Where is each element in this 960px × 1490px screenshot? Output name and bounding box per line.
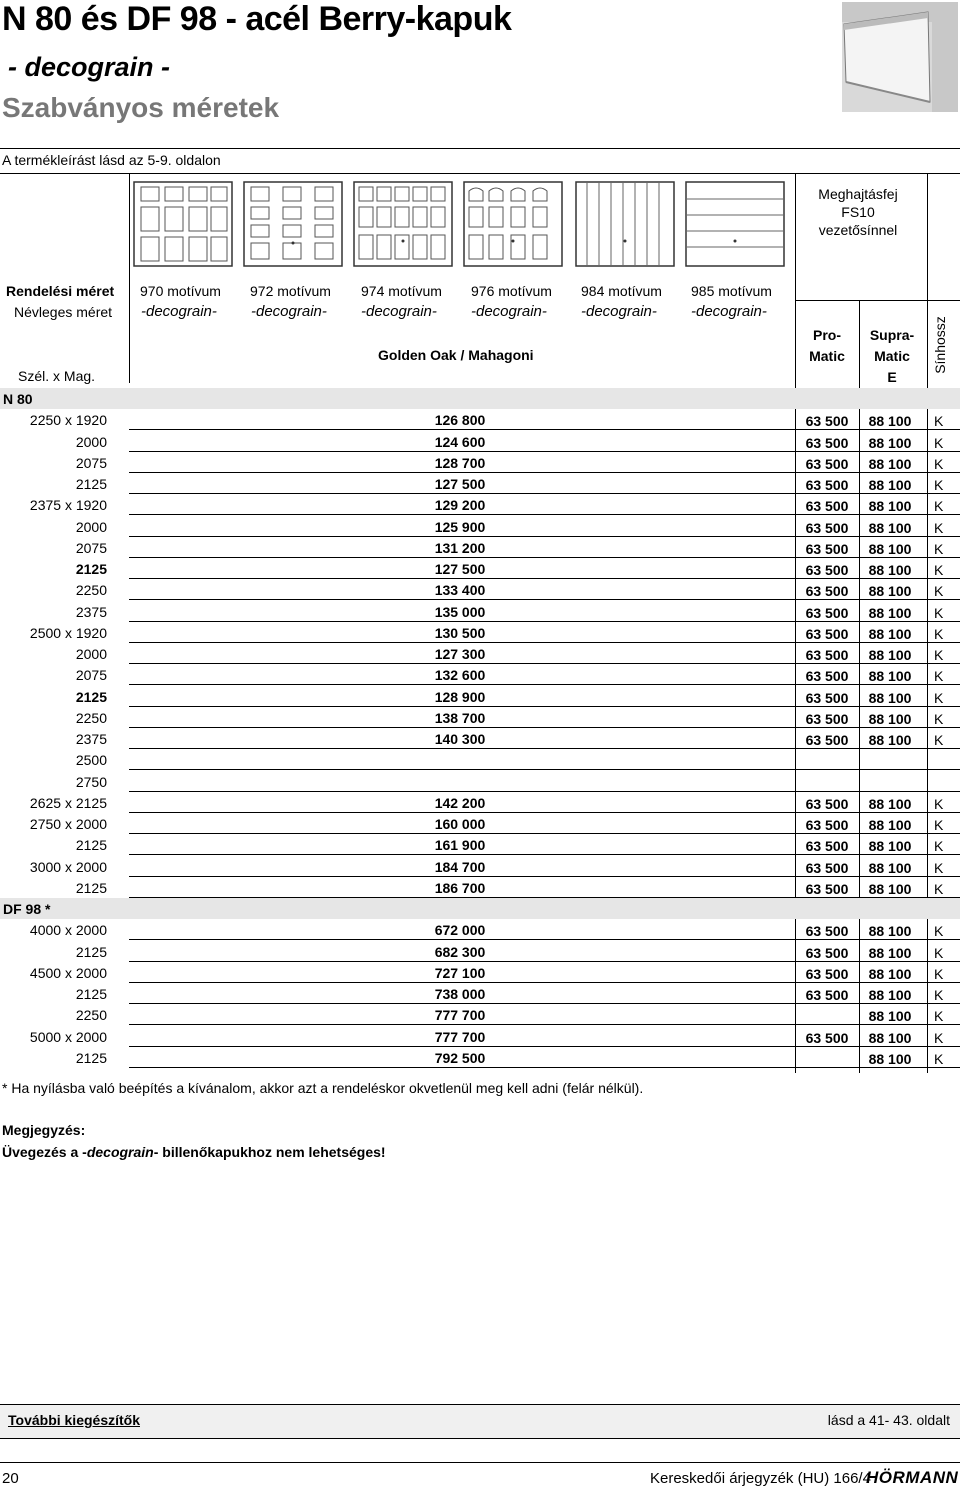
- size-cell: 2500 x 1920: [29, 625, 107, 641]
- motif-name: 972 motívum: [250, 283, 331, 299]
- promatic-cell: 63 500: [805, 987, 849, 1003]
- supramatic-cell: 88 100: [868, 817, 912, 833]
- section-title: Szabványos méretek: [2, 92, 280, 123]
- promatic-cell: 63 500: [805, 477, 849, 493]
- promatic-cell: 63 500: [805, 923, 849, 939]
- supramatic-cell: 88 100: [868, 626, 912, 642]
- table-top-rule: [0, 173, 960, 174]
- footer-rule: [0, 1462, 960, 1463]
- promatic-cell: 63 500: [805, 1030, 849, 1046]
- rail-cell: K: [934, 1008, 944, 1024]
- price-cell: 140 300: [434, 731, 486, 747]
- rail-cell: K: [934, 817, 944, 833]
- promatic-cell: 63 500: [805, 945, 849, 961]
- rail-cell: K: [934, 583, 944, 599]
- promatic-cell: 63 500: [805, 711, 849, 727]
- table-divider: [129, 174, 130, 383]
- color-label: Golden Oak / Mahagoni: [378, 347, 534, 363]
- supramatic-cell: 88 100: [868, 477, 912, 493]
- rail-length-header: [920, 312, 960, 378]
- supramatic-cell: 88 100: [868, 647, 912, 663]
- page-title: N 80 és DF 98 - acél Berry-kapuk: [2, 0, 512, 38]
- drive-header-line: Meghajtásfej: [818, 186, 898, 202]
- table-section-header: [0, 388, 960, 409]
- motif-finish: -decograin-: [691, 303, 767, 320]
- supramatic-cell: 88 100: [868, 413, 912, 429]
- size-cell: 2125: [75, 561, 107, 577]
- row-rule: [129, 514, 960, 515]
- table-row: [0, 409, 960, 430]
- accessories-bar: [0, 1404, 960, 1439]
- row-rule: [129, 854, 960, 855]
- table-row: [0, 643, 960, 664]
- table-row: [0, 834, 960, 855]
- size-cell: 2125: [75, 986, 107, 1002]
- promatic-cell: 63 500: [805, 647, 849, 663]
- size-cell: 5000 x 2000: [29, 1029, 107, 1045]
- row-rule: [129, 939, 960, 940]
- price-cell: 127 500: [434, 476, 486, 492]
- supramatic-header-line: Matic: [874, 348, 910, 364]
- note-body: [2, 1144, 386, 1160]
- promatic-cell: 63 500: [805, 860, 849, 876]
- table-row: [0, 728, 960, 749]
- rail-cell: K: [934, 1030, 944, 1046]
- motif-name: 984 motívum: [581, 283, 662, 299]
- size-cell: 2075: [75, 540, 107, 556]
- price-cell: 161 900: [434, 837, 486, 853]
- door-motif-976-icon: [463, 181, 563, 267]
- motif-finish: -decograin-: [141, 303, 217, 320]
- row-rule: [129, 684, 960, 685]
- footnote: * Ha nyílásba való beépítés a kívánalom, akkor azt a rendeléskor okvetlenül meg kell adni (felár nélkül).: [2, 1080, 644, 1096]
- rail-cell: K: [934, 1051, 944, 1067]
- supramatic-cell: 88 100: [868, 796, 912, 812]
- price-cell: 682 300: [434, 944, 486, 960]
- table-row: [0, 1047, 960, 1068]
- table-row: [0, 941, 960, 962]
- size-cell: 2625 x 2125: [29, 795, 107, 811]
- table-row: [0, 664, 960, 685]
- price-cell: 727 100: [434, 965, 486, 981]
- rail-cell: K: [934, 966, 944, 982]
- size-cell: 2125: [75, 944, 107, 960]
- promatic-cell: 63 500: [805, 881, 849, 897]
- table-row: [0, 622, 960, 643]
- row-rule: [129, 429, 960, 430]
- supramatic-cell: 88 100: [868, 1008, 912, 1024]
- rail-cell: K: [934, 413, 944, 429]
- supramatic-cell: 88 100: [868, 520, 912, 536]
- order-size-label: Rendelési méret: [6, 283, 115, 299]
- table-row: [0, 494, 960, 515]
- table-row: [0, 452, 960, 473]
- size-cell: 2750 x 2000: [29, 816, 107, 832]
- supramatic-cell: 88 100: [868, 1030, 912, 1046]
- size-cell: 2250: [75, 710, 107, 726]
- table-row: [0, 1004, 960, 1025]
- price-cell: 135 000: [434, 604, 486, 620]
- supramatic-cell: 88 100: [868, 435, 912, 451]
- table-row: [0, 686, 960, 707]
- motif-name: 974 motívum: [361, 283, 442, 299]
- size-cell: 4500 x 2000: [29, 965, 107, 981]
- supramatic-header-line: Supra-: [869, 327, 915, 343]
- rail-cell: K: [934, 435, 944, 451]
- motif-finish: -decograin-: [471, 303, 547, 320]
- rail-cell: K: [934, 520, 944, 536]
- supramatic-cell: 88 100: [868, 456, 912, 472]
- table-row: [0, 579, 960, 600]
- price-cell: 138 700: [434, 710, 486, 726]
- supramatic-cell: 88 100: [868, 987, 912, 1003]
- motif-finish: -decograin-: [581, 303, 657, 320]
- size-cell: 2375: [75, 731, 107, 747]
- drive-header-line: vezetősínnel: [818, 222, 898, 238]
- rail-cell: K: [934, 605, 944, 621]
- motif-finish: -decograin-: [251, 303, 327, 320]
- drive-header: [802, 185, 914, 239]
- size-cell: 2075: [75, 667, 107, 683]
- rail-cell: K: [934, 668, 944, 684]
- rail-cell: K: [934, 690, 944, 706]
- header-rule: [0, 148, 960, 149]
- promatic-cell: 63 500: [805, 966, 849, 982]
- rail-cell: K: [934, 860, 944, 876]
- size-cell: 2125: [75, 880, 107, 896]
- price-cell: 128 900: [434, 689, 486, 705]
- promatic-cell: 63 500: [805, 605, 849, 621]
- size-cell: 2250: [75, 582, 107, 598]
- promatic-cell: 63 500: [805, 435, 849, 451]
- note-heading: Megjegyzés:: [2, 1122, 86, 1138]
- rail-cell: K: [934, 477, 944, 493]
- supramatic-cell: 88 100: [868, 966, 912, 982]
- motif-name: 970 motívum: [140, 283, 221, 299]
- rail-length-label: Sínhossz: [932, 316, 948, 374]
- promatic-cell: 63 500: [805, 520, 849, 536]
- price-cell: 777 700: [434, 1007, 486, 1023]
- size-cell: 2250 x 1920: [29, 412, 107, 428]
- promatic-cell: 63 500: [805, 583, 849, 599]
- supramatic-cell: 88 100: [868, 881, 912, 897]
- table-row: [0, 1026, 960, 1047]
- size-cell: 2125: [75, 476, 107, 492]
- promatic-cell: 63 500: [805, 413, 849, 429]
- note-body-text: - billenőkapukhoz nem lehetséges!: [153, 1144, 386, 1160]
- promatic-cell: 63 500: [805, 838, 849, 854]
- price-cell: 127 300: [434, 646, 486, 662]
- supramatic-cell: 88 100: [868, 860, 912, 876]
- promatic-cell: 63 500: [805, 796, 849, 812]
- row-rule: [129, 599, 960, 600]
- size-cell: 2250: [75, 1007, 107, 1023]
- rail-cell: K: [934, 541, 944, 557]
- promatic-cell: 63 500: [805, 732, 849, 748]
- rail-cell: K: [934, 987, 944, 1003]
- accessories-reference: lásd a 41- 43. oldalt: [827, 1412, 950, 1428]
- door-motif-985-icon: [685, 181, 785, 267]
- table-row: [0, 813, 960, 834]
- promatic-cell: 63 500: [805, 690, 849, 706]
- price-cell: 160 000: [434, 816, 486, 832]
- table-section-header: [0, 898, 960, 919]
- size-cell: 4000 x 2000: [29, 922, 107, 938]
- size-cell: 2000: [75, 434, 107, 450]
- garage-door-illustration: [842, 2, 958, 112]
- size-cell: 2750: [75, 774, 107, 790]
- promatic-header-line: Pro-: [813, 327, 841, 343]
- price-cell: 777 700: [434, 1029, 486, 1045]
- supramatic-cell: 88 100: [868, 838, 912, 854]
- promatic-cell: 63 500: [805, 456, 849, 472]
- table-row: [0, 792, 960, 813]
- page-subtitle: - decograin -: [8, 52, 171, 82]
- promatic-cell: 63 500: [805, 541, 849, 557]
- width-height-label: Szél. x Mag.: [18, 368, 96, 384]
- size-cell: 2500: [75, 752, 107, 768]
- supramatic-cell: 88 100: [868, 732, 912, 748]
- rail-cell: K: [934, 838, 944, 854]
- supramatic-cell: 88 100: [868, 668, 912, 684]
- price-cell: 124 600: [434, 434, 486, 450]
- supramatic-header-line: E: [887, 369, 897, 385]
- price-cell: 126 800: [434, 412, 486, 428]
- promatic-header: [796, 325, 858, 367]
- reference-note: A termékleírást lásd az 5-9. oldalon: [2, 152, 221, 168]
- accessories-label: További kiegészítők: [8, 1412, 140, 1428]
- price-cell: 792 500: [434, 1050, 486, 1066]
- supramatic-cell: 88 100: [868, 605, 912, 621]
- drive-subheader-rule: [795, 300, 960, 301]
- price-cell: 130 500: [434, 625, 486, 641]
- rail-cell: K: [934, 711, 944, 727]
- size-cell: 2375 x 1920: [29, 497, 107, 513]
- price-cell: 125 900: [434, 519, 486, 535]
- size-cell: 2125: [75, 1050, 107, 1066]
- supramatic-cell: 88 100: [868, 562, 912, 578]
- catalog-reference: Kereskedői árjegyzék (HU) 166/4: [650, 1470, 871, 1487]
- rail-cell: K: [934, 626, 944, 642]
- table-row: [0, 919, 960, 940]
- rail-cell: K: [934, 498, 944, 514]
- table-row: [0, 473, 960, 494]
- page-number: 20: [2, 1470, 19, 1487]
- table-row: [0, 707, 960, 728]
- promatic-header-line: Matic: [809, 348, 845, 364]
- supramatic-cell: 88 100: [868, 498, 912, 514]
- rail-cell: K: [934, 881, 944, 897]
- rail-cell: K: [934, 647, 944, 663]
- supramatic-cell: 88 100: [868, 583, 912, 599]
- supramatic-header: [860, 325, 924, 388]
- rail-cell: K: [934, 796, 944, 812]
- price-cell: 132 600: [434, 667, 486, 683]
- supramatic-cell: 88 100: [868, 541, 912, 557]
- price-cell: 184 700: [434, 859, 486, 875]
- promatic-cell: 63 500: [805, 562, 849, 578]
- rail-cell: K: [934, 945, 944, 961]
- rail-cell: K: [934, 456, 944, 472]
- size-cell: 2000: [75, 519, 107, 535]
- rail-cell: K: [934, 923, 944, 939]
- price-cell: 131 200: [434, 540, 486, 556]
- row-rule: [129, 769, 960, 770]
- table-row: [0, 537, 960, 558]
- nominal-size-label: Névleges méret: [14, 304, 113, 320]
- rail-cell: K: [934, 732, 944, 748]
- door-motif-984-icon: [575, 181, 675, 267]
- promatic-cell: 63 500: [805, 668, 849, 684]
- door-motif-970-icon: [133, 181, 233, 267]
- supramatic-cell: 88 100: [868, 690, 912, 706]
- section-label: DF 98 *: [3, 901, 51, 917]
- price-cell: 127 500: [434, 561, 486, 577]
- price-cell: 186 700: [434, 880, 486, 896]
- table-row: [0, 983, 960, 1004]
- brand-logo: HÖRMANN: [866, 1468, 959, 1487]
- section-label: N 80: [3, 391, 33, 407]
- row-rule: [129, 1067, 960, 1068]
- rail-cell: K: [934, 562, 944, 578]
- motif-finish: -decograin-: [361, 303, 437, 320]
- drive-header-line: FS10: [841, 204, 875, 220]
- price-cell: 738 000: [434, 986, 486, 1002]
- table-row: [0, 856, 960, 877]
- supramatic-cell: 88 100: [868, 923, 912, 939]
- price-cell: 128 700: [434, 455, 486, 471]
- motif-name: 976 motívum: [471, 283, 552, 299]
- table-row: [0, 877, 960, 898]
- row-rule: [129, 1024, 960, 1025]
- table-row: [0, 601, 960, 622]
- table-row: [0, 516, 960, 537]
- promatic-cell: 63 500: [805, 498, 849, 514]
- price-cell: 133 400: [434, 582, 486, 598]
- size-cell: 3000 x 2000: [29, 859, 107, 875]
- table-row: [0, 771, 960, 792]
- size-cell: 2375: [75, 604, 107, 620]
- table-row: [0, 962, 960, 983]
- promatic-cell: 63 500: [805, 817, 849, 833]
- supramatic-cell: 88 100: [868, 711, 912, 727]
- note-body-emphasis: decograin: [86, 1144, 154, 1160]
- size-cell: 2075: [75, 455, 107, 471]
- table-row: [0, 431, 960, 452]
- price-cell: 129 200: [434, 497, 486, 513]
- promatic-cell: 63 500: [805, 626, 849, 642]
- note-body-text: Üvegezés a -: [2, 1144, 87, 1160]
- door-motif-974-icon: [353, 181, 453, 267]
- motif-name: 985 motívum: [691, 283, 772, 299]
- size-cell: 2125: [75, 689, 107, 705]
- supramatic-cell: 88 100: [868, 1051, 912, 1067]
- size-cell: 2125: [75, 837, 107, 853]
- table-row: [0, 558, 960, 579]
- price-cell: 142 200: [434, 795, 486, 811]
- size-cell: 2000: [75, 646, 107, 662]
- price-cell: 672 000: [434, 922, 486, 938]
- supramatic-cell: 88 100: [868, 945, 912, 961]
- door-motif-972-icon: [243, 181, 343, 267]
- table-row: [0, 749, 960, 770]
